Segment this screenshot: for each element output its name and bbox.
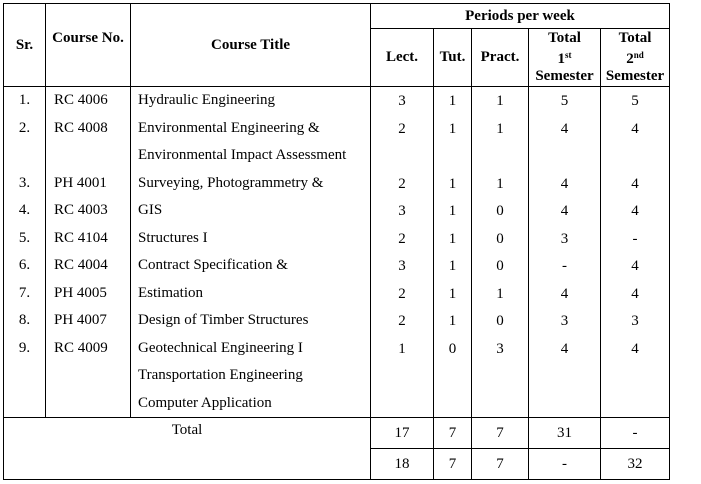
total-sem1-2: - — [529, 449, 601, 480]
total-lect-1: 17 — [371, 418, 434, 449]
tut-cell: 1 — [448, 120, 457, 137]
total-1st-cell — [529, 143, 600, 171]
total-1st-cell: 3 — [560, 230, 569, 247]
total-1st-cell: - — [562, 258, 567, 274]
total-pract-1: 7 — [472, 418, 529, 449]
sr-cell: 1. — [18, 92, 31, 108]
total-1st-cell: 3 — [560, 313, 569, 329]
tut-cell: 0 — [448, 340, 457, 357]
pract-cell: 0 — [496, 203, 504, 219]
total-tut-2: 7 — [434, 449, 472, 480]
lect-cell: 2 — [398, 230, 406, 247]
pract-cell: 1 — [496, 285, 504, 302]
pract-cell: 1 — [496, 93, 504, 109]
pract-cell: 3 — [496, 340, 504, 357]
pract-cell — [472, 143, 528, 171]
sr-cell: 7. — [18, 284, 31, 301]
sr-cell: 2. — [18, 119, 31, 136]
course-no-cell: PH 4005 — [54, 284, 107, 301]
total-2nd-cell — [601, 143, 669, 171]
total-lect-2: 18 — [371, 449, 434, 480]
sr-cell: 8. — [18, 312, 31, 328]
course-title-column — [131, 87, 371, 418]
pract-cell: 0 — [496, 258, 504, 274]
tut-cell: 1 — [448, 285, 457, 302]
total-1st-cell: 5 — [560, 93, 569, 109]
sr-column — [4, 87, 46, 418]
course-title-cell: Environmental Engineering & — [138, 119, 320, 136]
header-course-title: Course Title — [131, 4, 371, 87]
header-periods-per-week: Periods per week — [371, 4, 670, 29]
course-title-cell: Contract Specification & — [138, 257, 288, 273]
sr-cell: 5. — [18, 229, 31, 246]
course-no-cell: RC 4009 — [54, 339, 108, 356]
total-2nd-cell: 4 — [631, 285, 639, 302]
tut-cell: 1 — [448, 203, 457, 219]
course-no-cell: RC 4006 — [54, 92, 108, 108]
course-no-cell: RC 4004 — [54, 257, 108, 273]
course-no-cell — [54, 142, 130, 170]
course-no-cell: RC 4008 — [54, 119, 108, 136]
total-2nd-cell: 4 — [631, 258, 639, 274]
total-2nd-cell: 4 — [631, 340, 639, 357]
pract-cell: 1 — [496, 120, 504, 137]
course-title-cell: Estimation — [138, 284, 203, 301]
lect-cell: 3 — [398, 203, 406, 219]
header-total-1st: Total 1st Semester — [529, 29, 601, 87]
pract-cell: 1 — [496, 175, 504, 192]
total-label: Total — [4, 418, 371, 480]
pract-column — [472, 87, 529, 418]
lect-cell — [371, 143, 433, 171]
tut-cell: 1 — [448, 230, 457, 247]
pract-cell: 0 — [496, 230, 504, 247]
course-title-cell: GIS — [138, 202, 163, 218]
total-sem2-2: 32 — [601, 449, 670, 480]
course-no-cell: RC 4003 — [54, 202, 108, 218]
header-tut: Tut. — [434, 29, 472, 87]
tut-cell: 1 — [448, 258, 457, 274]
total-1st-column — [529, 87, 601, 418]
lect-cell: 3 — [398, 93, 406, 109]
total-1st-cell: 4 — [560, 175, 569, 192]
lect-cell: 1 — [398, 340, 406, 357]
total-sem1-1: 31 — [529, 418, 601, 449]
course-title-cell: Hydraulic Engineering — [138, 92, 276, 108]
header-course-no: Course No. — [46, 4, 131, 87]
total-2nd-cell: 4 — [631, 203, 639, 219]
lect-cell: 2 — [398, 285, 406, 302]
total-1st-cell: 4 — [560, 340, 569, 357]
total-1st-cell: 4 — [560, 120, 569, 137]
total-1st-cell: 4 — [560, 203, 569, 219]
course-title-cell: Surveying, Photogrammetry & — [138, 174, 324, 191]
sr-cell — [4, 142, 45, 170]
tut-column — [434, 87, 472, 418]
course-no-cell: PH 4001 — [54, 174, 107, 191]
course-table — [3, 3, 670, 480]
total-2nd-column — [601, 87, 670, 418]
total-tut-1: 7 — [434, 418, 472, 449]
pract-cell: 0 — [496, 313, 504, 329]
header-sr: Sr. — [4, 4, 46, 87]
sr-cell: 4. — [18, 202, 31, 218]
course-title-cell: Structures I — [138, 229, 208, 246]
course-no-cell: PH 4007 — [54, 312, 107, 328]
total-sem2-1: - — [601, 418, 670, 449]
lect-cell: 3 — [398, 258, 406, 274]
course-title-cell: Design of Timber Structures — [138, 312, 309, 328]
total-2nd-cell: 3 — [631, 313, 639, 329]
course-no-cell: RC 4104 — [54, 229, 108, 246]
header-pract: Pract. — [472, 29, 529, 87]
tut-cell — [434, 143, 471, 171]
total-2nd-cell: 4 — [631, 120, 639, 137]
total-2nd-cell: 5 — [631, 93, 639, 109]
total-1st-cell: 4 — [560, 285, 569, 302]
course-title-cell: Environmental Impact Assessment — [138, 147, 347, 163]
sr-cell: 9. — [18, 339, 31, 356]
tut-cell: 1 — [448, 313, 457, 329]
course-title-cell: Computer Application — [138, 394, 272, 411]
lect-cell: 2 — [398, 313, 406, 329]
sr-cell: 3. — [18, 174, 31, 191]
total-2nd-cell: 4 — [631, 175, 639, 192]
header-lect: Lect. — [371, 29, 434, 87]
total-2nd-cell: - — [632, 230, 638, 247]
course-title-cell: Geotechnical Engineering I — [138, 339, 303, 356]
header-total-2nd: Total 2nd Semester — [601, 29, 670, 87]
tut-cell: 1 — [448, 175, 457, 192]
tut-cell: 1 — [448, 93, 457, 109]
lect-column — [371, 87, 434, 418]
total-pract-2: 7 — [472, 449, 529, 480]
sr-cell: 6. — [18, 257, 31, 273]
course-no-column — [46, 87, 131, 418]
lect-cell: 2 — [398, 175, 406, 192]
lect-cell: 2 — [398, 120, 406, 137]
course-title-cell: Transportation Engineering — [138, 367, 303, 383]
